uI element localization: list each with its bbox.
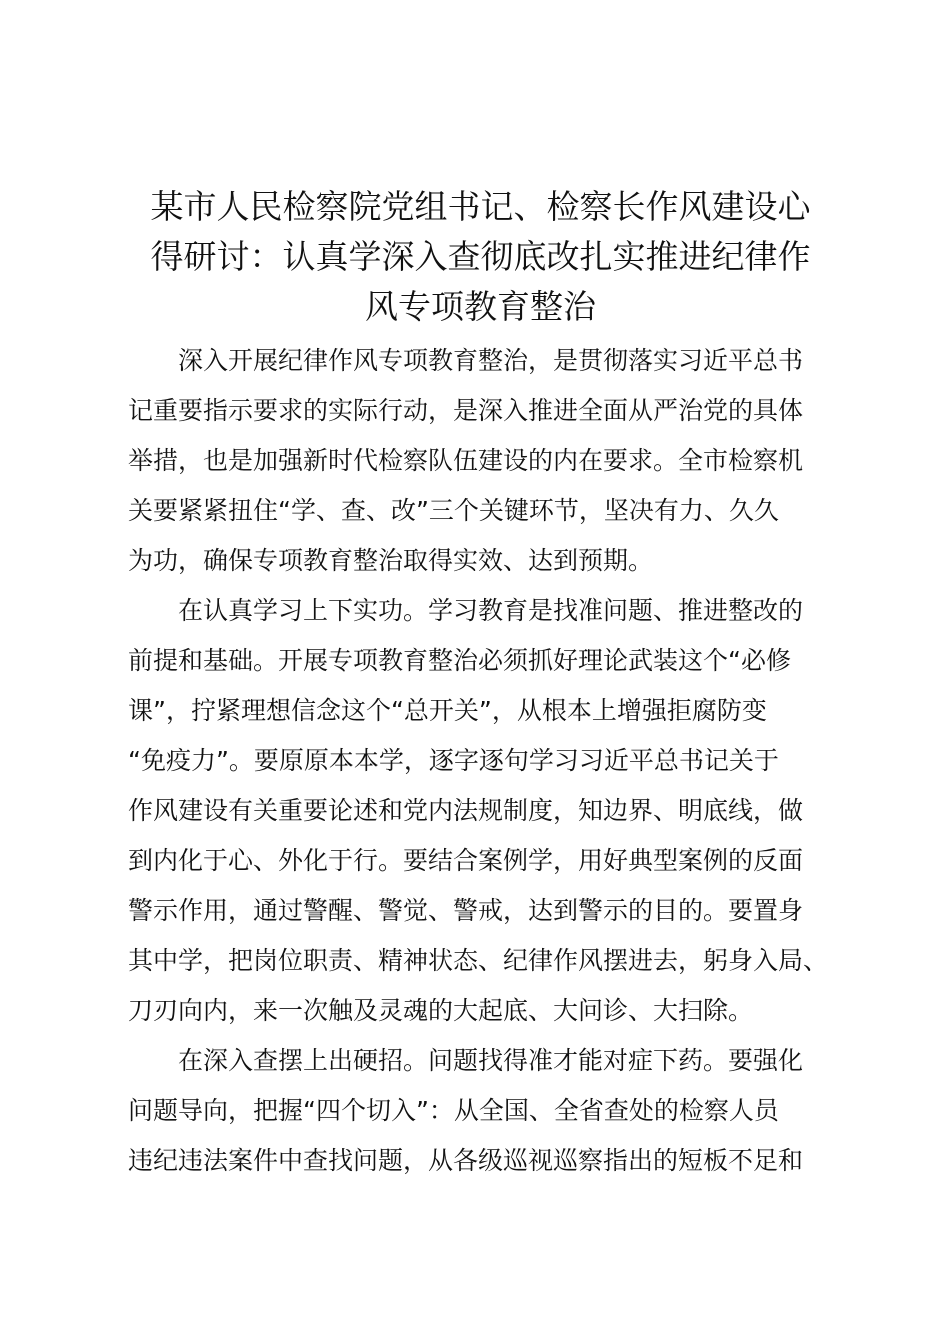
document-title bbox=[128, 182, 833, 332]
text-line: 其中学，把岗位职责、精神状态、纪律作风摆进去，躬身入局、 bbox=[128, 946, 829, 975]
text-line: 违纪违法案件中查找问题，从各级巡视巡察指出的短板不足和 bbox=[128, 1146, 804, 1175]
text-line: 到内化于心、外化于行。要结合案例学，用好典型案例的反面 bbox=[128, 846, 804, 875]
text-line: 警示作用，通过警醒、警觉、警戒，达到警示的目的。要置身 bbox=[128, 896, 804, 925]
text-line: 深入开展纪律作风专项教育整治，是贯彻落实习近平总书 bbox=[128, 346, 804, 375]
text-line: 刀刃向内，来一次触及灵魂的大起底、大问诊、大扫除。 bbox=[128, 996, 754, 1025]
text-line: 问题导向，把握“四个切入”：从全国、全省查处的检察人员 bbox=[128, 1096, 779, 1125]
paragraph-2 bbox=[128, 586, 833, 1036]
title-line: 风专项教育整治 bbox=[365, 287, 596, 326]
title-line: 得研讨：认真学深入查彻底改扎实推进纪律作 bbox=[150, 237, 811, 276]
text-line: 在深入查摆上出硬招。问题找得准才能对症下药。要强化 bbox=[128, 1046, 804, 1075]
text-line: 举措，也是加强新时代检察队伍建设的内在要求。全市检察机 bbox=[128, 446, 804, 475]
text-line: 前提和基础。开展专项教育整治必须抓好理论武装这个“必修 bbox=[128, 646, 791, 675]
text-line: 作风建设有关重要论述和党内法规制度，知边界、明底线，做 bbox=[128, 796, 804, 825]
title-line: 某市人民检察院党组书记、检察长作风建设心 bbox=[150, 187, 811, 226]
text-line: 课”，拧紧理想信念这个“总开关”，从根本上增强拒腐防变 bbox=[128, 696, 767, 725]
paragraph-3 bbox=[128, 1036, 833, 1186]
text-line: 在认真学习上下实功。学习教育是找准问题、推进整改的 bbox=[128, 596, 804, 625]
text-line: 为功，确保专项教育整治取得实效、达到预期。 bbox=[128, 546, 654, 575]
text-line: 记重要指示要求的实际行动，是深入推进全面从严治党的具体 bbox=[128, 396, 804, 425]
text-line: 关要紧紧扭住“学、查、改”三个关键环节，坚决有力、久久 bbox=[128, 496, 779, 525]
document-body bbox=[128, 182, 833, 1186]
paragraph-1 bbox=[128, 336, 833, 586]
text-line: “免疫力”。要原原本本学，逐字逐句学习习近平总书记关于 bbox=[128, 746, 779, 775]
